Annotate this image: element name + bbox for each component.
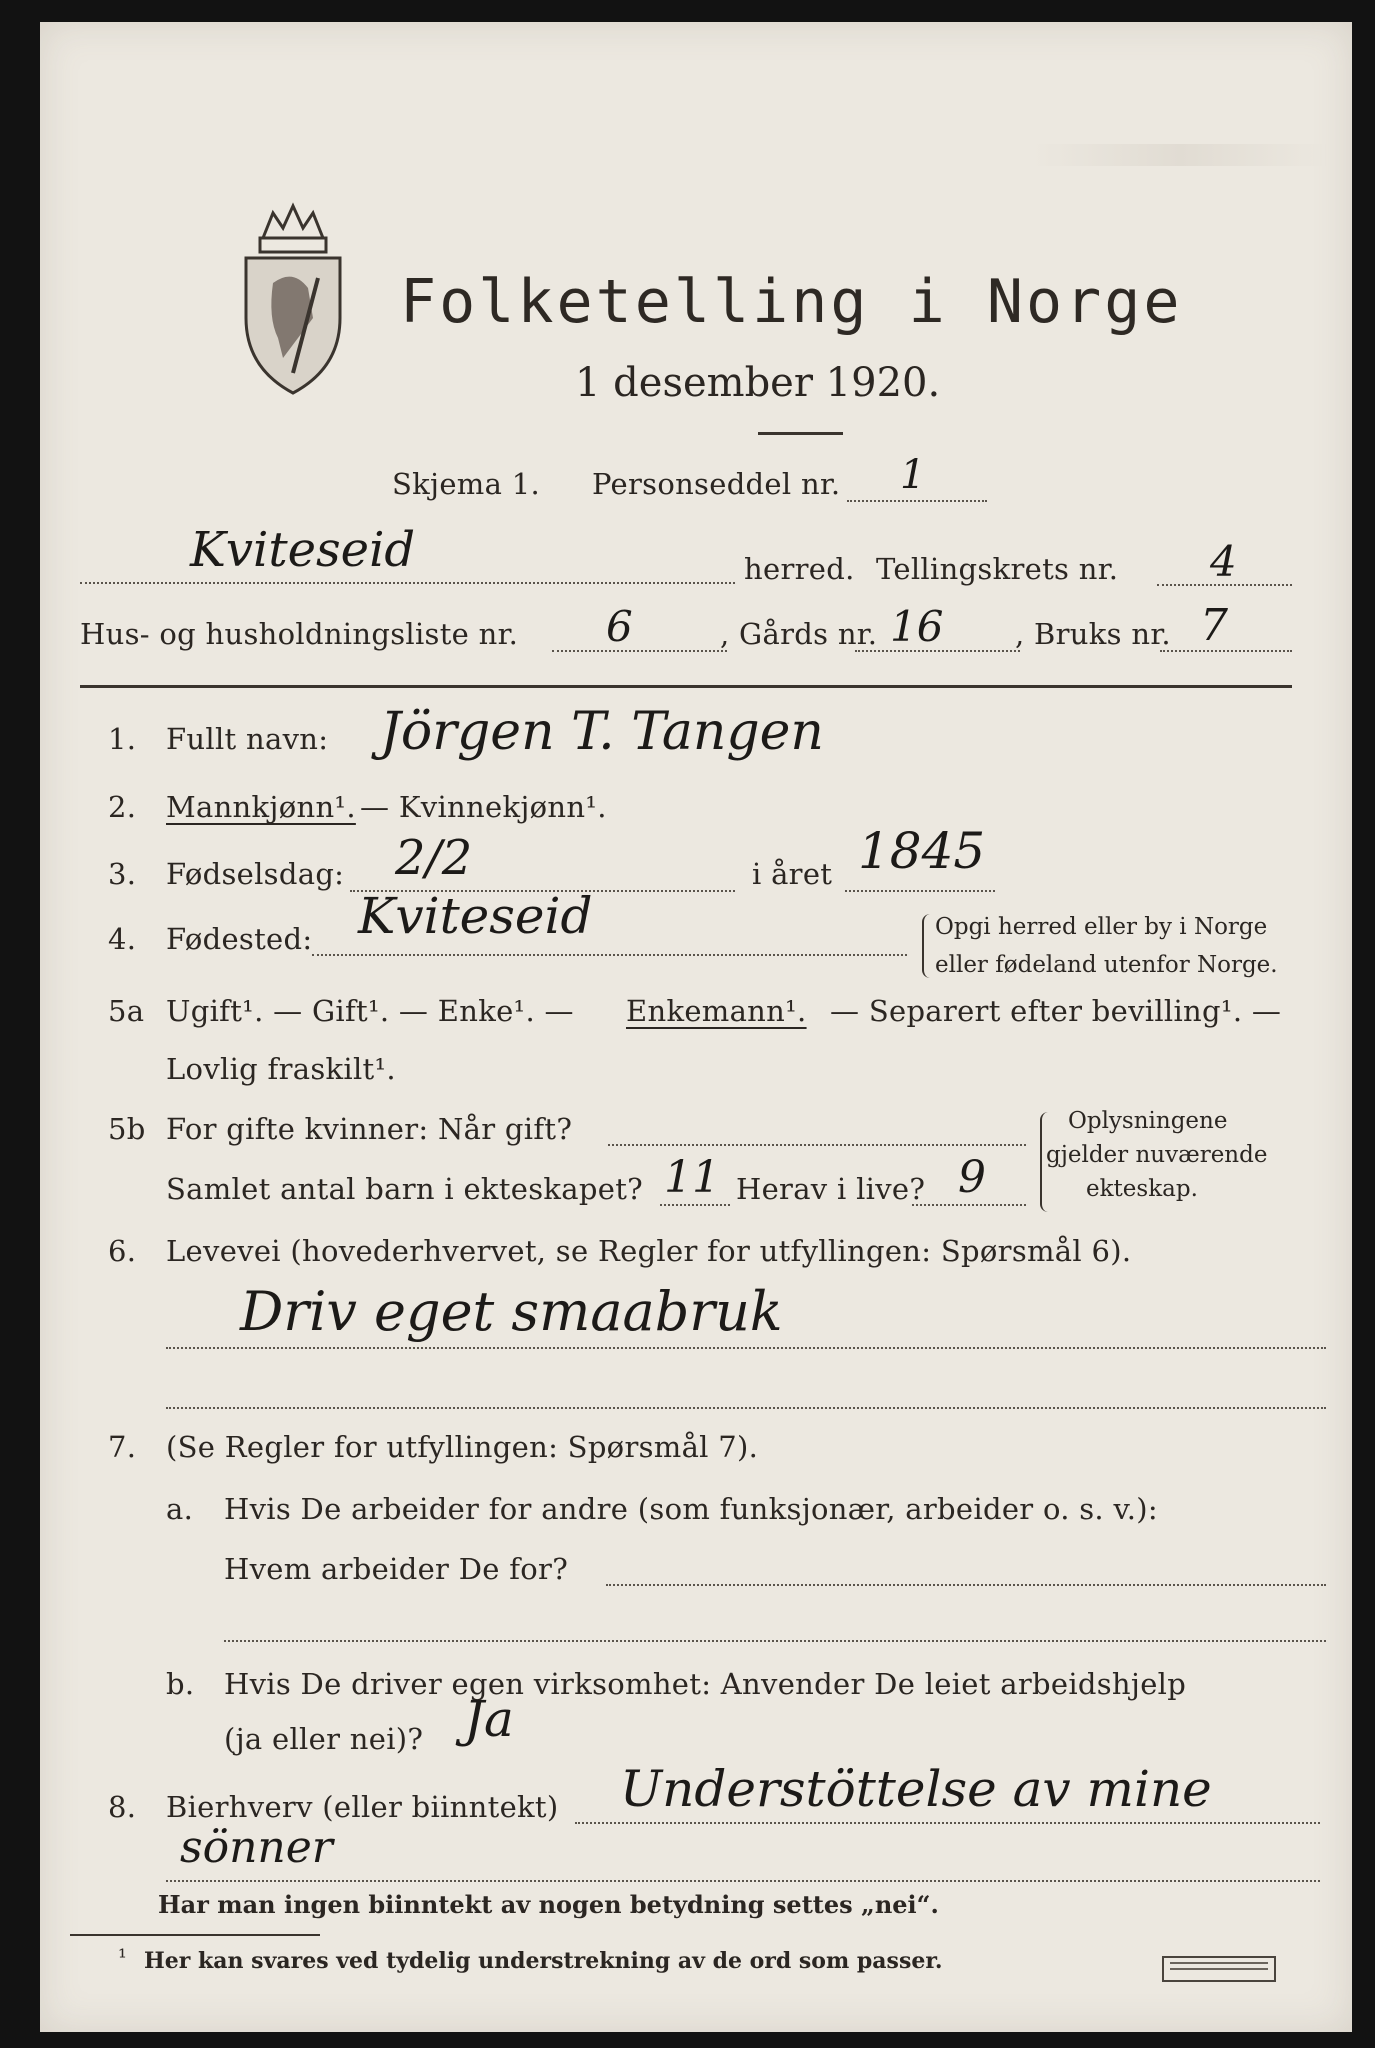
q3-number: 3. xyxy=(108,857,137,891)
census-date: 1 desember 1920. xyxy=(575,360,941,406)
side-income-value-2[interactable]: sönner xyxy=(180,1822,333,1873)
marital-widower-option[interactable]: Enkemann¹. xyxy=(626,994,807,1028)
side-income-value-1[interactable]: Understöttelse av mine xyxy=(620,1760,1212,1818)
skjema-label: Skjema 1. xyxy=(392,467,540,501)
q6-number: 6. xyxy=(108,1234,137,1268)
q7-label: (Se Regler for utfyllingen: Spørsmål 7). xyxy=(166,1430,759,1464)
income-note: Har man ingen biinntekt av nogen betydning settes „nei“. xyxy=(158,1890,939,1919)
birthplace-note-2: eller fødeland utenfor Norge. xyxy=(935,952,1278,978)
q1-label: Fullt navn: xyxy=(166,722,329,756)
hus-value[interactable]: 6 xyxy=(606,602,633,651)
q7a-label: Hvis De arbeider for andre (som funksjonær, arbeider o. s. v.): xyxy=(224,1492,1158,1526)
personseddel-label: Personseddel nr. xyxy=(592,467,841,501)
q5b-number: 5b xyxy=(108,1112,146,1146)
marriage-note-1: Oplysningene xyxy=(1068,1108,1228,1134)
birthplace-value[interactable]: Kviteseid xyxy=(358,887,593,945)
hus-label: Hus- og husholdningsliste nr. xyxy=(80,617,519,651)
marital-options-pre[interactable]: Ugift¹. — Gift¹. — Enke¹. — xyxy=(166,994,574,1028)
sex-female-option[interactable]: — Kvinnekjønn¹. xyxy=(360,790,607,824)
bruks-value[interactable]: 7 xyxy=(1200,600,1228,651)
marriage-note-2: gjelder nuværende xyxy=(1046,1142,1268,1168)
marital-divorced-option[interactable]: Lovlig fraskilt¹. xyxy=(166,1052,396,1086)
bruks-label: , Bruks nr. xyxy=(1015,617,1171,651)
when-married-field[interactable] xyxy=(608,1144,1026,1146)
footnote-text: Her kan svares ved tydelig understrekning av de ord som passer. xyxy=(144,1948,943,1974)
alive-label: Herav i live? xyxy=(736,1172,926,1206)
q1-number: 1. xyxy=(108,722,137,756)
q8-number: 8. xyxy=(108,1790,137,1824)
gards-value[interactable]: 16 xyxy=(890,602,944,651)
alive-value[interactable]: 9 xyxy=(958,1152,986,1203)
printer-stamp xyxy=(1162,1956,1276,1982)
when-married-label: For gifte kvinner: Når gift? xyxy=(166,1112,573,1146)
tellingskrets-value[interactable]: 4 xyxy=(1210,537,1237,586)
hired-help-label: (ja eller nei)? xyxy=(224,1722,424,1756)
hired-help-value[interactable]: Ja xyxy=(464,1690,514,1748)
q2-number: 2. xyxy=(108,790,137,824)
birth-year-value[interactable]: 1845 xyxy=(858,822,986,880)
q7a-letter: a. xyxy=(166,1492,194,1526)
marital-options-post[interactable]: — Separert efter bevilling¹. — xyxy=(830,994,1282,1028)
gards-label: , Gårds nr. xyxy=(720,617,878,651)
occupation-value[interactable]: Driv eget smaabruk xyxy=(240,1280,783,1343)
herred-value[interactable]: Kviteseid xyxy=(190,522,416,578)
q7b-label: Hvis De driver egen virksomhet: Anvender De leiet arbeidshjelp xyxy=(224,1667,1187,1701)
occupation-label: Levevei (hovederhvervet, se Regler for utfyllingen: Spørsmål 6). xyxy=(166,1234,1132,1268)
q5a-number: 5a xyxy=(108,994,145,1028)
form-title: Folketelling i Norge xyxy=(400,267,1183,337)
section-rule xyxy=(80,685,1292,688)
q7-number: 7. xyxy=(108,1430,137,1464)
birthplace-note-1: Opgi herred eller by i Norge xyxy=(935,914,1268,940)
footnote-rule xyxy=(70,1934,320,1936)
q4-number: 4. xyxy=(108,922,137,956)
employer-field[interactable] xyxy=(606,1584,1326,1586)
birth-year-label: i året xyxy=(752,857,833,891)
occupation-line-2[interactable] xyxy=(166,1407,1326,1409)
q7b-letter: b. xyxy=(166,1667,195,1701)
title-rule xyxy=(758,432,843,435)
children-label: Samlet antal barn i ekteskapet? xyxy=(166,1172,643,1206)
personseddel-value[interactable]: 1 xyxy=(900,452,926,498)
tellingskrets-label: Tellingskrets nr. xyxy=(876,552,1119,586)
employer-label: Hvem arbeider De for? xyxy=(224,1552,569,1586)
marriage-note-3: ekteskap. xyxy=(1086,1176,1198,1202)
birthdate-value[interactable]: 2/2 xyxy=(395,830,473,886)
footnote-mark: ¹ xyxy=(118,1946,127,1971)
birthplace-label: Fødested: xyxy=(166,922,313,956)
norway-coat-of-arms-icon xyxy=(238,198,348,402)
side-income-label: Bierhverv (eller biinntekt) xyxy=(166,1790,559,1824)
census-form-page xyxy=(40,22,1352,2032)
children-value[interactable]: 11 xyxy=(664,1152,720,1203)
birthdate-label: Fødselsdag: xyxy=(166,857,345,891)
full-name-value[interactable]: Jörgen T. Tangen xyxy=(380,702,824,762)
sex-male-option[interactable]: Mannkjønn¹. xyxy=(166,790,356,824)
herred-label: herred. xyxy=(744,552,855,586)
